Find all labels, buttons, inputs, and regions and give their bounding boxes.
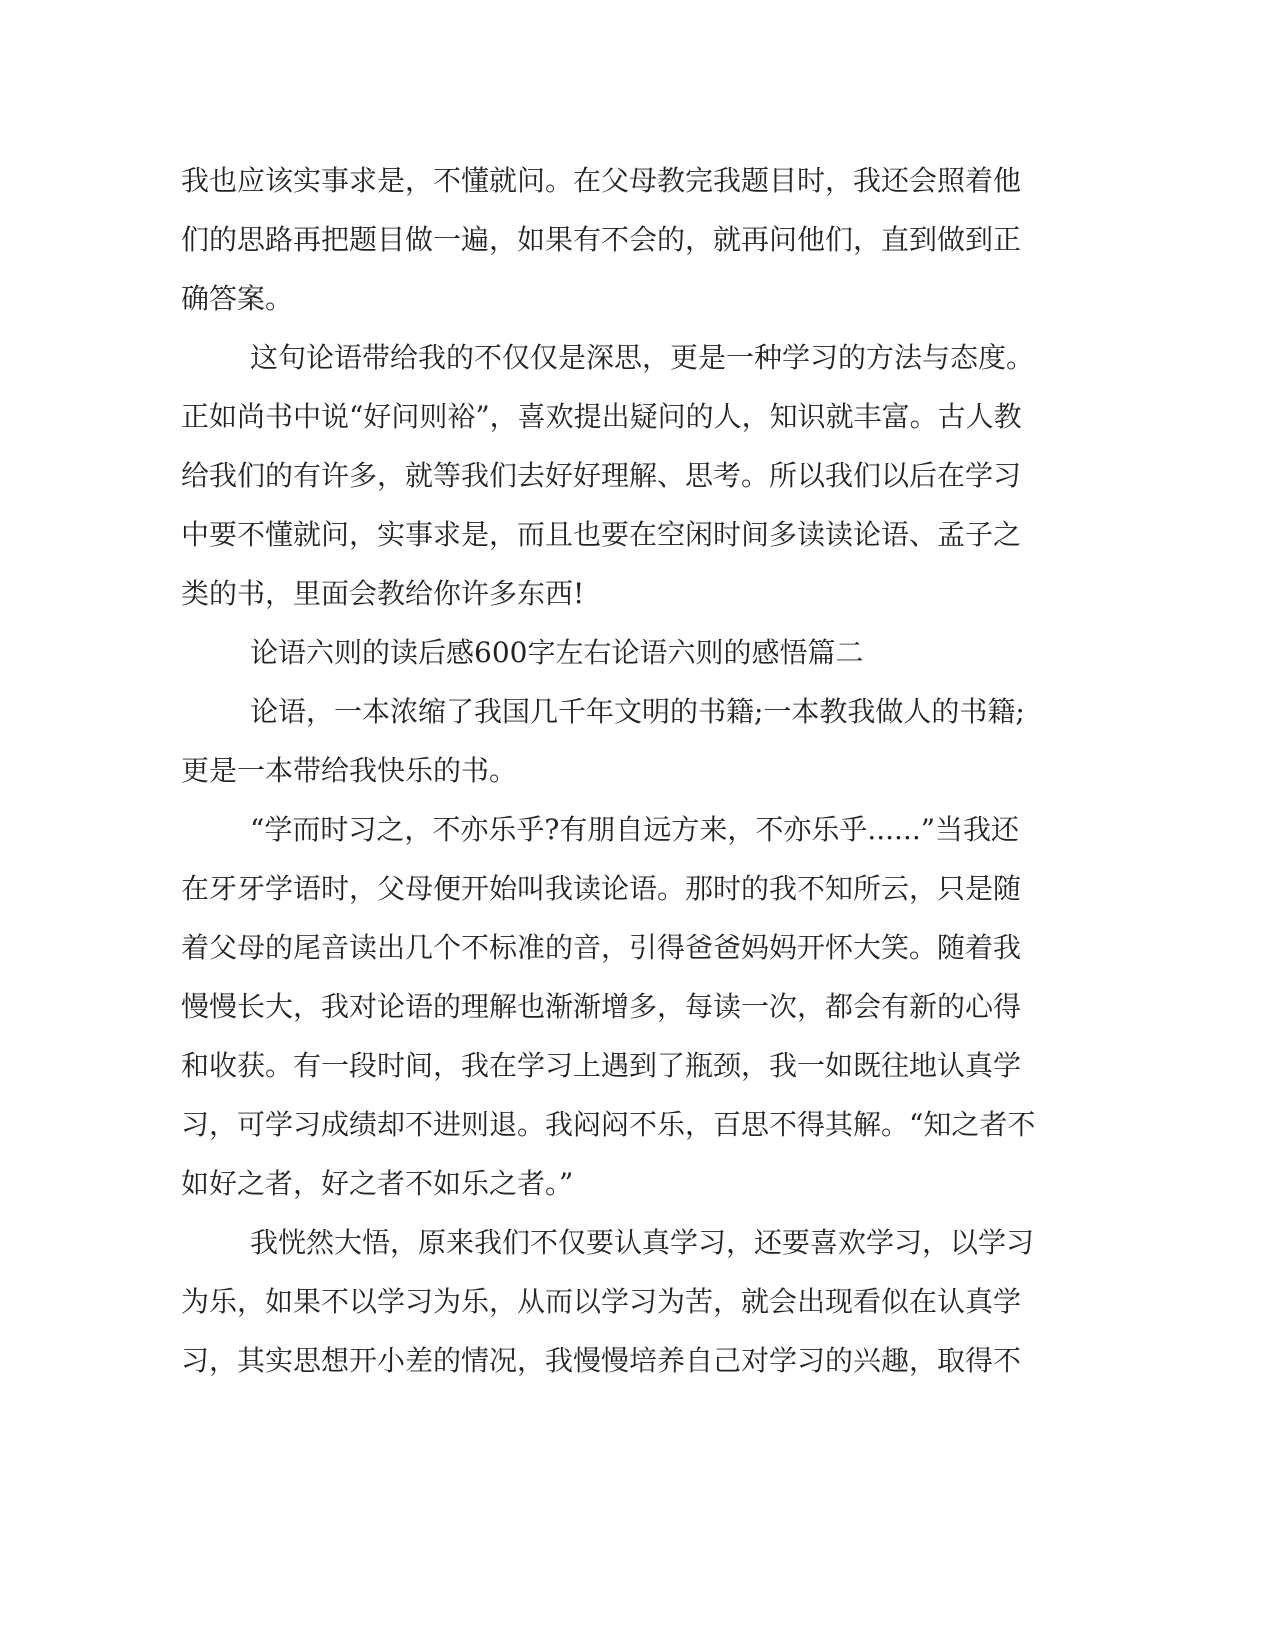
section-heading: 论语六则的读后感600字左右论语六则的感悟篇二 <box>250 636 864 669</box>
text-line: 为乐，如果不以学习为乐，从而以学习为苦，就会出现看似在认真学 <box>181 1285 1022 1318</box>
text-line: 我也应该实事求是，不懂就问。在父母教完我题目时，我还会照着他 <box>181 164 1022 197</box>
text-line: 和收获。有一段时间，我在学习上遇到了瓶颈，我一如既往地认真学 <box>181 1049 1022 1082</box>
text-line: 习，可学习成绩却不进则退。我闷闷不乐，百思不得其解。“知之者不 <box>181 1108 1036 1141</box>
text-line: 在牙牙学语时，父母便开始叫我读论语。那时的我不知所云，只是随 <box>181 872 1022 905</box>
text-line: 着父母的尾音读出几个不标准的音，引得爸爸妈妈开怀大笑。随着我 <box>181 931 1022 964</box>
text-line: 习，其实思想开小差的情况，我慢慢培养自己对学习的兴趣，取得不 <box>181 1344 1022 1377</box>
text-line: 如好之者，好之者不如乐之者。” <box>181 1167 574 1200</box>
text-line: 论语，一本浓缩了我国几千年文明的书籍;一本教我做人的书籍; <box>250 695 1025 728</box>
text-line: 更是一本带给我快乐的书。 <box>181 754 518 787</box>
text-line: 中要不懂就问，实事求是，而且也要在空闲时间多读读论语、孟子之 <box>181 518 1022 551</box>
text-line: 正如尚书中说“好问则裕”，喜欢提出疑问的人，知识就丰富。古人教 <box>181 400 1022 433</box>
text-line: 这句论语带给我的不仅仅是深思，更是一种学习的方法与态度。 <box>250 341 1035 374</box>
text-line: 慢慢长大，我对论语的理解也渐渐增多，每读一次，都会有新的心得 <box>181 990 1022 1023</box>
text-line: 确答案。 <box>181 282 294 315</box>
text-line: “学而时习之，不亦乐乎?有朋自远方来，不亦乐乎......”当我还 <box>250 813 1020 846</box>
text-line: 给我们的有许多，就等我们去好好理解、思考。所以我们以后在学习 <box>181 459 1022 492</box>
text-line: 类的书，里面会教给你许多东西! <box>181 577 585 610</box>
text-line: 们的思路再把题目做一遍，如果有不会的，就再问他们，直到做到正 <box>181 223 1022 256</box>
text-line: 我恍然大悟，原来我们不仅要认真学习，还要喜欢学习，以学习 <box>250 1226 1035 1259</box>
